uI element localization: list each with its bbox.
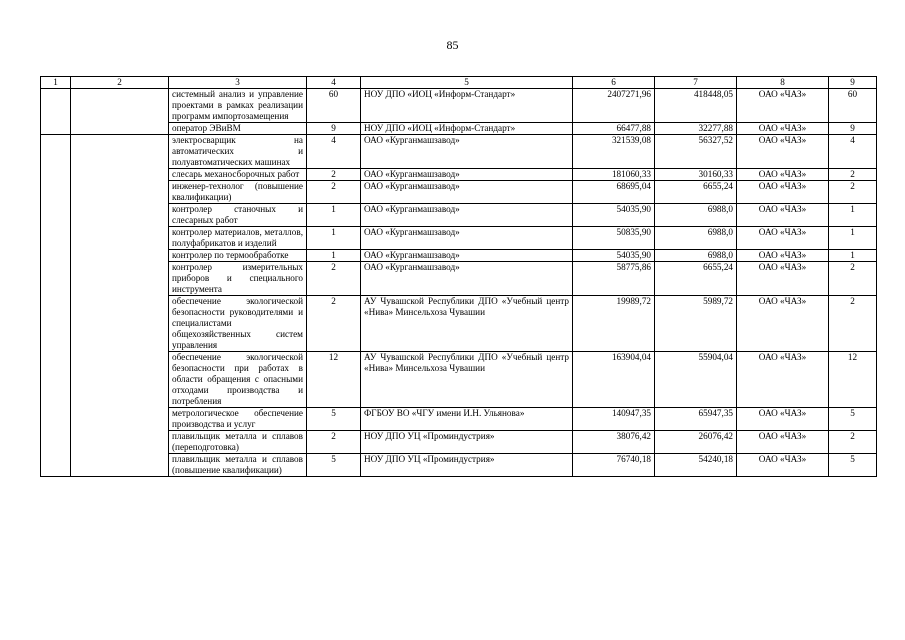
training-provider: НОУ ДПО УЦ «Проминдустрия» (361, 454, 573, 477)
budget-table (40, 76, 877, 477)
column-header-7: 7 (655, 77, 737, 89)
amount-col6: 140947,35 (573, 408, 655, 431)
participant-count: 2 (307, 181, 361, 204)
amount-col7: 6988,0 (655, 204, 737, 227)
participant-count: 5 (307, 454, 361, 477)
amount-col7: 6988,0 (655, 250, 737, 262)
count-col9: 1 (829, 227, 877, 250)
amount-col7: 32277,88 (655, 123, 737, 135)
organization: ОАО «ЧАЗ» (737, 296, 829, 352)
count-col9: 2 (829, 262, 877, 296)
column-header-4: 4 (307, 77, 361, 89)
amount-col7: 65947,35 (655, 408, 737, 431)
count-col9: 2 (829, 431, 877, 454)
column-header-3: 3 (169, 77, 307, 89)
amount-col6: 58775,86 (573, 262, 655, 296)
participant-count: 1 (307, 227, 361, 250)
amount-col6: 19989,72 (573, 296, 655, 352)
organization: ОАО «ЧАЗ» (737, 250, 829, 262)
course-name: контролер материалов, металлов, полуфабрикатов и изделий (169, 227, 307, 250)
count-col9: 4 (829, 135, 877, 169)
training-provider: АУ Чувашской Республики ДПО «Учебный центр «Нива» Минсельхоза Чувашии (361, 296, 573, 352)
training-provider: АУ Чувашской Республики ДПО «Учебный центр «Нива» Минсельхоза Чувашии (361, 352, 573, 408)
count-col9: 2 (829, 169, 877, 181)
amount-col7: 54240,18 (655, 454, 737, 477)
participant-count: 4 (307, 135, 361, 169)
count-col9: 60 (829, 89, 877, 123)
participant-count: 5 (307, 408, 361, 431)
participant-count: 12 (307, 352, 361, 408)
amount-col7: 5989,72 (655, 296, 737, 352)
training-provider: ФГБОУ ВО «ЧГУ имени И.Н. Ульянова» (361, 408, 573, 431)
amount-col7: 30160,33 (655, 169, 737, 181)
participant-count: 2 (307, 431, 361, 454)
participant-count: 2 (307, 296, 361, 352)
organization: ОАО «ЧАЗ» (737, 89, 829, 123)
participant-count: 9 (307, 123, 361, 135)
participant-count: 1 (307, 204, 361, 227)
training-provider: ОАО «Курганмашзавод» (361, 204, 573, 227)
column-header-8: 8 (737, 77, 829, 89)
amount-col7: 6988,0 (655, 227, 737, 250)
amount-col6: 38076,42 (573, 431, 655, 454)
amount-col7: 418448,05 (655, 89, 737, 123)
course-name: метрологическое обеспечение производства и услуг (169, 408, 307, 431)
training-provider: ОАО «Курганмашзавод» (361, 169, 573, 181)
training-provider: НОУ ДПО УЦ «Проминдустрия» (361, 431, 573, 454)
count-col9: 12 (829, 352, 877, 408)
amount-col6: 76740,18 (573, 454, 655, 477)
header-row (41, 77, 877, 89)
organization: ОАО «ЧАЗ» (737, 181, 829, 204)
amount-col6: 50835,90 (573, 227, 655, 250)
count-col9: 1 (829, 250, 877, 262)
amount-col6: 2407271,96 (573, 89, 655, 123)
amount-col6: 181060,33 (573, 169, 655, 181)
cell-col2-empty (71, 135, 169, 477)
column-header-2: 2 (71, 77, 169, 89)
column-header-9: 9 (829, 77, 877, 89)
column-header-1: 1 (41, 77, 71, 89)
amount-col7: 6655,24 (655, 181, 737, 204)
column-header-5: 5 (361, 77, 573, 89)
count-col9: 5 (829, 408, 877, 431)
amount-col6: 321539,08 (573, 135, 655, 169)
course-name: плавильщик металла и сплавов (переподготовка) (169, 431, 307, 454)
course-name: инженер-технолог (повышение квалификации) (169, 181, 307, 204)
table-row (41, 135, 877, 169)
training-provider: ОАО «Курганмашзавод» (361, 262, 573, 296)
organization: ОАО «ЧАЗ» (737, 454, 829, 477)
training-provider: ОАО «Курганмашзавод» (361, 135, 573, 169)
count-col9: 2 (829, 296, 877, 352)
organization: ОАО «ЧАЗ» (737, 408, 829, 431)
training-provider: НОУ ДПО «ИОЦ «Информ-Стандарт» (361, 89, 573, 123)
organization: ОАО «ЧАЗ» (737, 352, 829, 408)
participant-count: 1 (307, 250, 361, 262)
organization: ОАО «ЧАЗ» (737, 123, 829, 135)
training-provider: ОАО «Курганмашзавод» (361, 181, 573, 204)
course-name: слесарь механосборочных работ (169, 169, 307, 181)
count-col9: 5 (829, 454, 877, 477)
column-header-6: 6 (573, 77, 655, 89)
course-name: обеспечение экологической безопасности руководителями и специалистами общехозяйственных систем управления (169, 296, 307, 352)
course-name: электросварщик на автоматических и полуавтоматических машинах (169, 135, 307, 169)
page-number: 85 (446, 38, 459, 52)
amount-col6: 54035,90 (573, 250, 655, 262)
training-provider: НОУ ДПО «ИОЦ «Информ-Стандарт» (361, 123, 573, 135)
amount-col7: 6655,24 (655, 262, 737, 296)
organization: ОАО «ЧАЗ» (737, 262, 829, 296)
cell-col1-empty (41, 135, 71, 477)
training-provider: ОАО «Курганмашзавод» (361, 227, 573, 250)
count-col9: 9 (829, 123, 877, 135)
amount-col7: 55904,04 (655, 352, 737, 408)
course-name: контролер станочных и слесарных работ (169, 204, 307, 227)
training-provider: ОАО «Курганмашзавод» (361, 250, 573, 262)
organization: ОАО «ЧАЗ» (737, 431, 829, 454)
table-row (41, 89, 877, 123)
course-name: системный анализ и управление проектами в рамках реализации программ импортозамещения (169, 89, 307, 123)
organization: ОАО «ЧАЗ» (737, 227, 829, 250)
organization: ОАО «ЧАЗ» (737, 169, 829, 181)
course-name: обеспечение экологической безопасности при работах в области обращения с опасными отходами производства и потребления (169, 352, 307, 408)
course-name: плавильщик металла и сплавов (повышение квалификации) (169, 454, 307, 477)
participant-count: 2 (307, 262, 361, 296)
amount-col7: 26076,42 (655, 431, 737, 454)
cell-col1-empty (41, 89, 71, 135)
count-col9: 1 (829, 204, 877, 227)
organization: ОАО «ЧАЗ» (737, 135, 829, 169)
course-name: оператор ЭВиВМ (169, 123, 307, 135)
organization: ОАО «ЧАЗ» (737, 204, 829, 227)
course-name: контролер по термообработке (169, 250, 307, 262)
participant-count: 2 (307, 169, 361, 181)
amount-col6: 54035,90 (573, 204, 655, 227)
course-name: контролер измерительных приборов и специального инструмента (169, 262, 307, 296)
amount-col6: 163904,04 (573, 352, 655, 408)
amount-col7: 56327,52 (655, 135, 737, 169)
participant-count: 60 (307, 89, 361, 123)
amount-col6: 66477,88 (573, 123, 655, 135)
count-col9: 2 (829, 181, 877, 204)
cell-col2-empty (71, 89, 169, 135)
amount-col6: 68695,04 (573, 181, 655, 204)
